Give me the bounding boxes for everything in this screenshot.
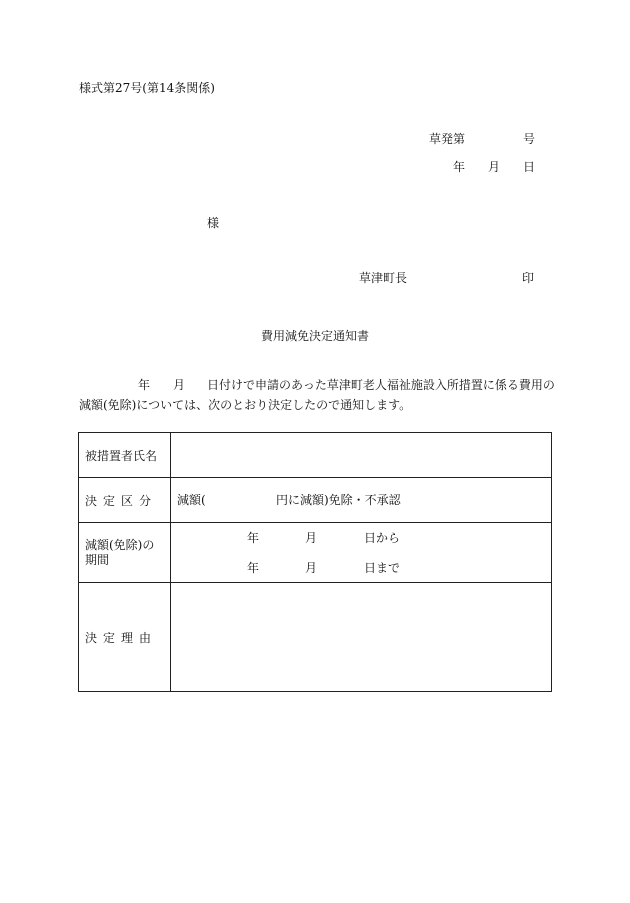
body-year: 年 (138, 378, 151, 392)
doc-title: 費用減免決定通知書 (261, 329, 370, 343)
issuer-title: 草津町長 (359, 271, 408, 285)
period-to-year: 年 (247, 561, 260, 575)
period-from-year: 年 (247, 531, 260, 545)
table-row-reason (79, 583, 552, 692)
body-text-line1: 日付けで申請のあった草津町老人福祉施設入所措置に係る費用の (207, 378, 555, 392)
period-label: 減額(免除)の 期間 (79, 523, 171, 583)
decision-suffix: 円に減額)免除・不承認 (276, 493, 401, 507)
period-to-month: 月 (305, 561, 318, 575)
period-from-day: 日から (364, 531, 401, 545)
table-row-decision (79, 478, 552, 523)
period-from-month: 月 (305, 531, 318, 545)
name-value-cell[interactable] (171, 433, 552, 478)
period-to-day: 日まで (364, 561, 401, 575)
decision-table (78, 432, 552, 692)
doc-number-suffix: 号 (523, 132, 536, 146)
body-month: 月 (173, 378, 186, 392)
table-row-name (79, 433, 552, 478)
decision-value-cell[interactable] (171, 478, 552, 523)
issuer-seal: 印 (522, 271, 535, 285)
body-text-line2: 減額(免除)については、次のとおり決定したので通知します。 (79, 398, 412, 412)
reason-label: 決定理由 (79, 583, 171, 692)
decision-label: 決定区分 (79, 478, 171, 523)
date-day: 日 (523, 160, 536, 174)
period-value-cell[interactable] (171, 523, 552, 583)
date-year: 年 (453, 160, 466, 174)
table-row-period (79, 523, 552, 583)
name-label: 被措置者氏名 (79, 433, 171, 478)
recipient-honorific: 様 (207, 216, 220, 230)
reason-value-cell[interactable] (171, 583, 552, 692)
decision-prefix: 減額( (177, 493, 206, 507)
date-month: 月 (488, 160, 501, 174)
form-number: 様式第27号(第14条関係) (79, 81, 215, 95)
doc-number-prefix: 草発第 (429, 132, 466, 146)
